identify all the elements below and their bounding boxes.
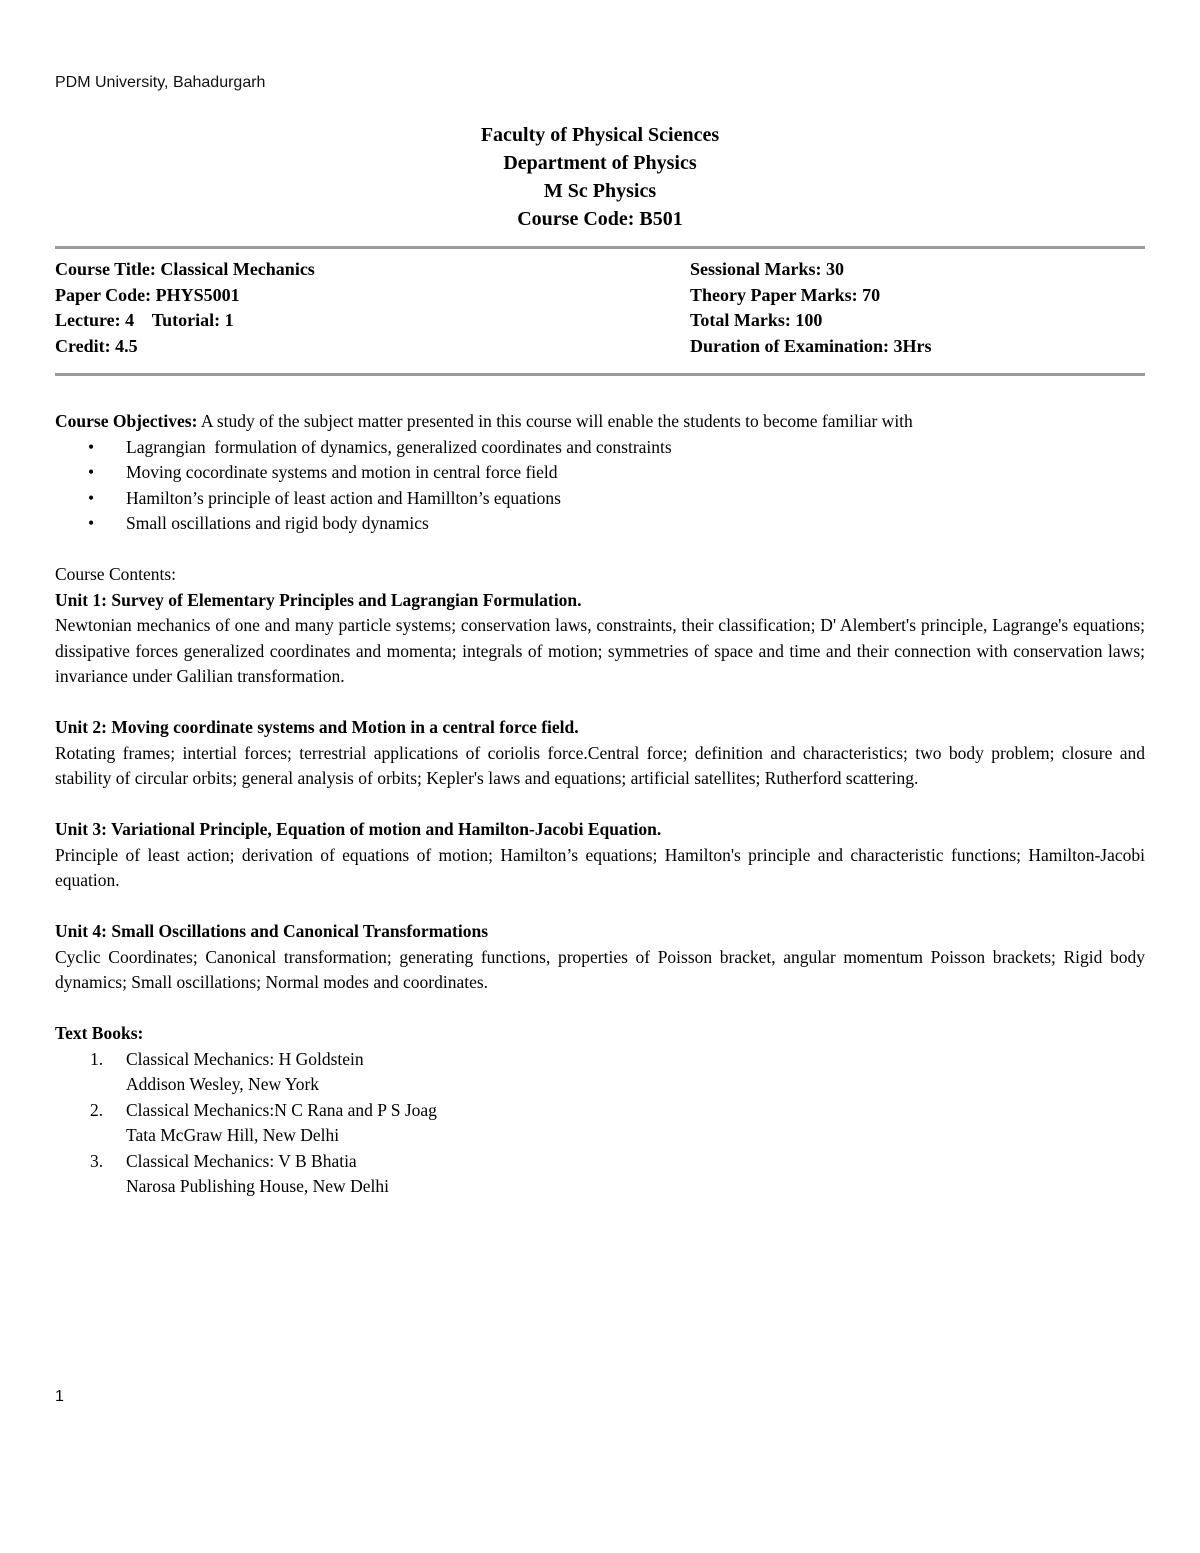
list-item: 1. Classical Mechanics: H Goldstein Addison Wesley, New York [55,1047,1145,1098]
page-number: 1 [55,1388,64,1405]
list-item: • Small oscillations and rigid body dynamics [55,511,1145,537]
book-publisher: Narosa Publishing House, New Delhi [126,1176,389,1196]
department-title: Department of Physics [503,152,697,174]
theory-marks: Theory Paper Marks: 70 [690,284,881,305]
course-meta-left [55,257,315,359]
objectives-list [55,435,1145,537]
bullet-icon: • [88,513,95,533]
contents-label: Course Contents: [55,564,177,584]
bullet-icon: • [88,462,95,482]
book-publisher: Tata McGraw Hill, New Delhi [126,1125,340,1145]
lecture-tutorial: Lecture: 4 Tutorial: 1 [55,310,234,330]
title-block [0,121,1200,233]
unit-body: Rotating frames; intertial forces; terrestrial applications of coriolis force.Central force; definition and characteristics; two body problem; closure and stability of circular orbits; general analysis of orbits; Kepler's laws and equations; artificial satellites; Rutherford scattering. [55,742,1145,788]
unit-body: Newtonian mechanics of one and many particle systems; conservation laws, constraints, their classification; D' Alembert's principle, Lagrange's equations; dissipative forces generalized coordinates and momenta; integrals of motion; symmetries of space and time and their connection with conservation laws; invariance under Galilian transformation. [55,615,1145,686]
objectives-paragraph [55,409,1145,435]
objectives-text: A study of the subject matter presented in this course will enable the students to become familiar with [197,411,913,431]
textbooks-list [55,1047,1145,1200]
list-item: 3. Classical Mechanics: V B Bhatia Narosa Publishing House, New Delhi [55,1149,1145,1200]
bottom-divider [55,373,1145,376]
top-divider [55,246,1145,249]
total-marks: Total Marks: 100 [690,310,823,330]
objectives-label: Course Objectives: [55,411,198,431]
exam-duration: Duration of Examination: 3Hrs [690,335,932,356]
university-header: PDM University, Bahadurgarh [55,74,266,91]
course-title: Course Title: Classical Mechanics [55,259,315,279]
list-item: • Hamilton’s principle of least action and Hamillton’s equations [55,486,1145,512]
paper-code: Paper Code: PHYS5001 [55,284,240,305]
sessional-marks: Sessional Marks: 30 [690,259,845,279]
book-title: Classical Mechanics: H Goldstein [126,1048,364,1069]
unit-title: Unit 4: Small Oscillations and Canonical Transformations [55,921,489,941]
list-item: • Moving cocordinate systems and motion in central force field [55,460,1145,486]
unit-title: Unit 1: Survey of Elementary Principles and Lagrangian Formulation. [55,589,582,610]
credit: Credit: 4.5 [55,335,138,356]
unit-title: Unit 3: Variational Principle, Equation of motion and Hamilton-Jacobi Equation. [55,819,662,839]
bullet-icon: • [88,487,95,508]
course-code: Course Code: B501 [517,208,683,230]
book-title: Classical Mechanics: V B Bhatia [126,1150,357,1171]
book-title: Classical Mechanics:N C Rana and P S Joag [126,1099,437,1120]
textbooks-label: Text Books: [55,1023,144,1043]
unit-body: Principle of least action; derivation of equations of motion; Hamilton’s equations; Hamilton's principle and characteristic functions; Hamilton-Jacobi equation. [55,844,1145,890]
course-meta-right [690,257,932,359]
program-title: M Sc Physics [543,180,657,202]
unit-title: Unit 2: Moving coordinate systems and Motion in a central force field. [55,717,579,737]
bullet-icon: • [88,436,95,457]
book-publisher: Addison Wesley, New York [126,1074,320,1094]
faculty-title: Faculty of Physical Sciences [480,124,720,146]
list-item: • Lagrangian formulation of dynamics, generalized coordinates and constraints [55,435,1145,461]
list-item: 2. Classical Mechanics:N C Rana and P S Joag Tata McGraw Hill, New Delhi [55,1098,1145,1149]
unit-body: Cyclic Coordinates; Canonical transformation; generating functions, properties of Poisson bracket, angular momentum Poisson brackets; Rigid body dynamics; Small oscillations; Normal modes and coordinates. [55,946,1145,992]
course-body [55,409,1145,1200]
